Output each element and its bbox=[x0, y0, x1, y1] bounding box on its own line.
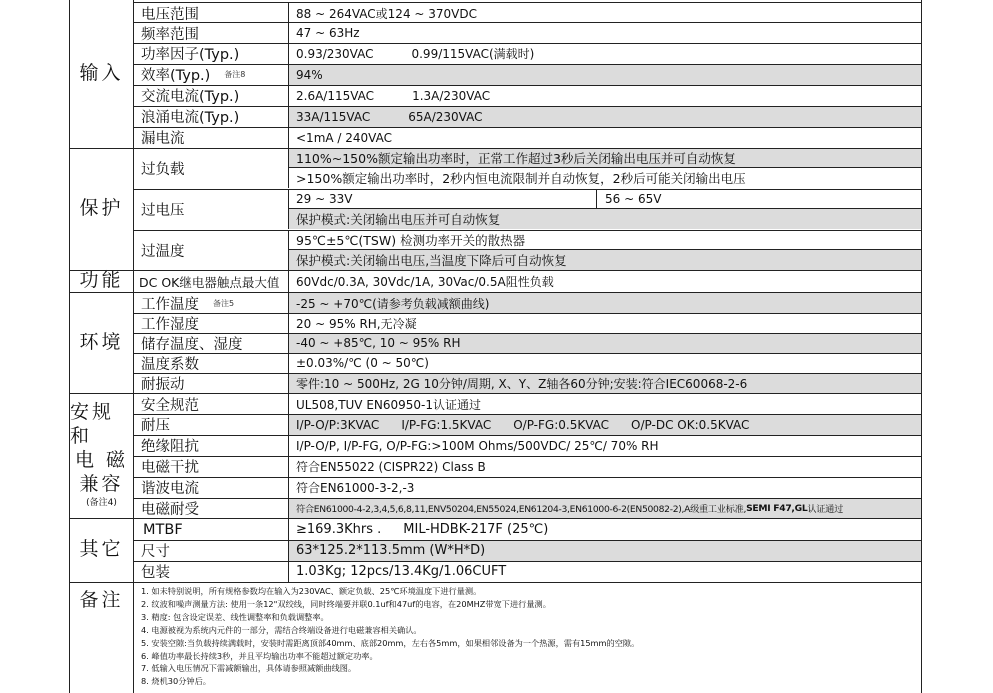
row-label: 储存温度、湿度 bbox=[133, 333, 289, 353]
remark-item: 2. 纹波和噪声测量方法: 使用一条12"双绞线，同时终端要并联0.1uf和47uf的电容，在20MHZ带宽下进行量测。 bbox=[141, 598, 551, 609]
row-label: MTBF bbox=[133, 519, 289, 540]
rule bbox=[133, 85, 921, 86]
rule bbox=[133, 22, 921, 23]
rule bbox=[133, 189, 921, 190]
remark-item: 3. 精度: 包含设定误差、线性调整率和负载调整率。 bbox=[141, 611, 329, 622]
row-value: 88 ~ 264VAC或124 ~ 370VDC bbox=[296, 6, 477, 21]
row-label: 频率范围 bbox=[133, 23, 289, 43]
rule bbox=[133, 127, 921, 128]
row-power-factor bbox=[133, 43, 921, 64]
rule bbox=[70, 148, 921, 149]
row-label: 过温度 bbox=[133, 230, 289, 270]
row-value: 保护模式:关闭输出电压,当温度下降后可自动恢复 bbox=[289, 250, 921, 270]
row-frequency-range bbox=[133, 23, 921, 43]
rule bbox=[133, 561, 921, 562]
row-over-temperature bbox=[133, 230, 921, 270]
row-working-temp bbox=[133, 293, 921, 313]
row-value: I/P-O/P:3KVAC I/P-FG:1.5KVAC O/P-FG:0.5KVAC O/P-DC OK:0.5KVAC bbox=[289, 414, 921, 435]
row-label: 谐波电流 bbox=[133, 477, 289, 498]
remark-item: 8. 烧机30分钟后。 bbox=[141, 676, 211, 687]
row-value: 33A/115VAC 65A/230VAC bbox=[289, 106, 921, 127]
row-value: 零件:10 ~ 500Hz, 2G 10分钟/周期, X、Y、Z轴各60分钟;安装:符合IEC60068-2-6 bbox=[289, 373, 921, 393]
row-label: DC OK继电器触点最大值 bbox=[133, 271, 289, 292]
rule bbox=[133, 64, 921, 65]
rule bbox=[133, 333, 921, 334]
row-label: 耐振动 bbox=[133, 373, 289, 393]
remarks-list bbox=[133, 582, 921, 693]
category-function: 功能 bbox=[79, 269, 124, 292]
rule bbox=[133, 313, 921, 314]
row-value: 29 ~ 33V 56 ~ 65V bbox=[289, 189, 921, 209]
row-label: 交流电流(Typ.) bbox=[133, 85, 289, 106]
row-value: >150%额定输出功率时，2秒内恒电流限制并自动恢复，2秒后可能关闭输出电压 bbox=[296, 171, 746, 186]
row-label: 电压范围 bbox=[133, 3, 289, 23]
row-label: 安全规范 bbox=[133, 394, 289, 414]
rule bbox=[70, 582, 921, 583]
row-label: 绝缘阻抗 bbox=[133, 435, 289, 456]
row-value: -25 ~ +70℃(请参考负载减额曲线) bbox=[289, 293, 921, 313]
row-label: 温度系数 bbox=[133, 353, 289, 373]
row-vibration bbox=[133, 373, 921, 393]
row-efficiency bbox=[133, 64, 921, 85]
spec-table bbox=[69, 0, 922, 693]
row-value: 60Vdc/0.3A, 30Vdc/1A, 30Vac/0.5A阻性负载 bbox=[296, 275, 554, 289]
rule bbox=[70, 292, 921, 293]
row-harmonic-current bbox=[133, 477, 921, 498]
row-label: 包装 bbox=[133, 561, 289, 582]
rule bbox=[133, 456, 921, 457]
row-value: 0.93/230VAC 0.99/115VAC(满载时) bbox=[296, 46, 535, 61]
row-label: 过电压 bbox=[133, 189, 289, 229]
row-isolation-resistance bbox=[133, 435, 921, 456]
row-label: 漏电流 bbox=[133, 127, 289, 148]
rule bbox=[70, 518, 921, 519]
remark-item: 1. 如未特别说明，所有规格参数均在输入为230VAC、额定负载、25℃环境温度下进行量测。 bbox=[141, 586, 482, 596]
row-label: 尺寸 bbox=[133, 540, 289, 561]
row-storage bbox=[133, 333, 921, 353]
row-label: 工作湿度 bbox=[133, 313, 289, 333]
rule bbox=[133, 43, 921, 44]
remark-item: 5. 安装空隙:当负载持续满载时，安装时需距离顶部40mm、底部20mm，左右各5mm，如果相邻设备为一个热源，需有15mm的空隙。 bbox=[141, 637, 640, 648]
row-label: 浪涌电流(Typ.) bbox=[133, 106, 289, 127]
row-label: 功率因子(Typ.) bbox=[133, 43, 289, 64]
row-value: I/P-O/P, I/P-FG, O/P-FG:>100M Ohms/500VDC/ 25℃/ 70% RH bbox=[296, 438, 659, 453]
category-others: 其它 bbox=[79, 538, 124, 561]
row-voltage-range bbox=[133, 3, 921, 23]
rule bbox=[70, 393, 921, 394]
rule bbox=[133, 230, 921, 231]
row-value: 1.03Kg; 12pcs/13.4Kg/1.06CUFT bbox=[296, 564, 507, 579]
category-environment: 环境 bbox=[79, 330, 124, 353]
row-packing bbox=[133, 561, 921, 582]
row-value: 保护模式:关闭输出电压并可自动恢复 bbox=[289, 209, 921, 229]
rule bbox=[133, 540, 921, 541]
rule bbox=[133, 414, 921, 415]
row-value: 符合EN55022 (CISPR22) Class B bbox=[296, 460, 486, 474]
row-value: 2.6A/115VAC 1.3A/230VAC bbox=[296, 88, 491, 103]
row-safety-standards bbox=[133, 394, 921, 414]
row-value: -40 ~ +85℃, 10 ~ 95% RH bbox=[289, 333, 921, 353]
row-value: 20 ~ 95% RH,无冷凝 bbox=[296, 316, 417, 331]
rule bbox=[133, 373, 921, 374]
row-value: ≥169.3Khrs . MIL-HDBK-217F (25℃) bbox=[296, 522, 549, 537]
row-label: 过负载 bbox=[133, 148, 289, 188]
category-input: 输入 bbox=[79, 62, 124, 85]
row-label: 效率(Typ.) 备注8 bbox=[133, 64, 289, 85]
row-leakage-current bbox=[133, 127, 921, 148]
row-value: 95℃±5℃(TSW) 检测功率开关的散热器 bbox=[289, 230, 921, 250]
remark-item: 7. 低输入电压情况下需减额输出，具体请参照减额曲线图。 bbox=[141, 663, 357, 674]
rule bbox=[70, 270, 921, 271]
row-over-voltage bbox=[133, 189, 921, 229]
category-remarks: 备注 bbox=[79, 589, 124, 612]
row-mtbf bbox=[133, 519, 921, 540]
row-emc-emission bbox=[133, 456, 921, 477]
row-value: ±0.03%/℃ (0 ~ 50℃) bbox=[296, 356, 429, 370]
row-inrush-current bbox=[133, 106, 921, 127]
row-value: <1mA / 240VAC bbox=[296, 130, 392, 145]
row-temp-coefficient bbox=[133, 353, 921, 373]
rule bbox=[133, 477, 921, 478]
row-dc-ok-relay bbox=[133, 271, 921, 292]
row-ac-current bbox=[133, 85, 921, 106]
category-safety-emc: 安规和 电 磁 兼容 (备注4) bbox=[70, 401, 129, 509]
row-label: 电磁干扰 bbox=[133, 456, 289, 477]
row-value: 符合EN61000-4-2,3,4,5,6,8,11,ENV50204,EN55024,EN61204-3,EN61000-6-2(EN50082-2),A级重工业标准, SEMI F47,GL 认证通过 bbox=[289, 498, 921, 518]
row-value: 63*125.2*113.5mm (W*H*D) bbox=[289, 540, 921, 561]
remark-item: 6. 峰值功率最长持续3秒，并且平均输出功率不能超过额定功率。 bbox=[141, 650, 378, 661]
rule bbox=[133, 498, 921, 499]
remark-item: 4. 电源被视为系统内元件的一部分，需结合终端设备进行电磁兼容相关确认。 bbox=[141, 624, 422, 635]
row-label: 工作温度 备注5 bbox=[133, 293, 289, 313]
rule bbox=[133, 435, 921, 436]
rule bbox=[133, 2, 921, 3]
category-protection: 保护 bbox=[79, 197, 124, 220]
row-value: UL508,TUV EN60950-1认证通过 bbox=[296, 397, 482, 412]
rule bbox=[133, 353, 921, 354]
row-withstand-voltage bbox=[133, 414, 921, 435]
row-value: 47 ~ 63Hz bbox=[296, 26, 360, 40]
row-overload bbox=[133, 148, 921, 188]
row-value: 110%~150%额定输出功率时，正常工作超过3秒后关闭输出电压并可自动恢复 bbox=[289, 148, 921, 168]
row-value: 符合EN61000-3-2,-3 bbox=[296, 481, 415, 495]
row-label: 耐压 bbox=[133, 414, 289, 435]
row-working-humidity bbox=[133, 313, 921, 333]
row-emc-immunity bbox=[133, 498, 921, 518]
row-label: 电磁耐受 bbox=[133, 498, 289, 518]
rule bbox=[133, 106, 921, 107]
row-value: 94% bbox=[289, 64, 921, 85]
row-dimension bbox=[133, 540, 921, 561]
